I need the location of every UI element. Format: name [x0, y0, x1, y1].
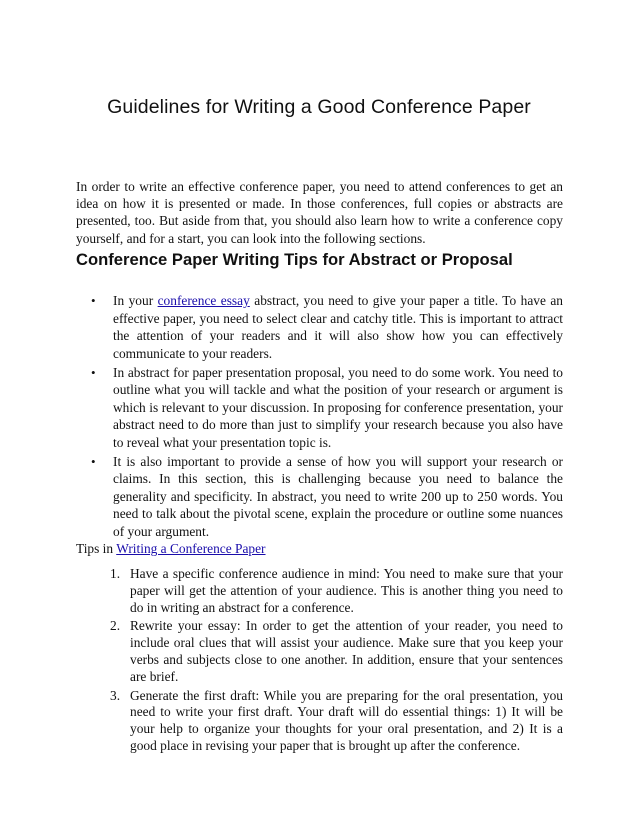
- step-text: Have a specific conference audience in mind: You need to make sure that your paper will get the attention of your audience. This is another thing you need to do in writing an abstract for a conference.: [130, 566, 563, 615]
- bullet-text-after: abstract, you need to give your paper a title. To have an effective paper, you need to select clear and catchy title. This is important to attract the attention of your readers and it will also show how you can effectively communicate to your readers.: [113, 293, 563, 361]
- page-title: Guidelines for Writing a Good Conference Paper: [107, 96, 531, 118]
- bullet-item: [76, 453, 563, 541]
- tips-bullet-list: [76, 292, 563, 542]
- section-heading: Conference Paper Writing Tips for Abstract or Proposal: [76, 250, 513, 269]
- step-number: 3.: [110, 687, 121, 703]
- step-number: 1.: [110, 566, 121, 581]
- step-item: [76, 688, 563, 755]
- step-item: [76, 618, 563, 685]
- bullet-text: It is also important to provide a sense of how you will support your research or claims. In this section, this is challenging because you need to balance the generality and specificity. In abstract, you need to write 200 up to 250 words. You need to talk about the pivotal scene, explain the procedure or outline some nuances of your argument.: [113, 453, 563, 539]
- bullet-icon: •: [91, 453, 96, 469]
- step-item: [76, 566, 563, 616]
- step-text: Rewrite your essay: In order to get the attention of your reader, you need to include oral clues that will assist your audience. Make sure that you keep your verbs and subjects close to one another. In addition, ensure that your sentences are brief.: [130, 618, 563, 684]
- intro-paragraph: In order to write an effective conference paper, you need to attend conferences to get an idea on how it is presented or made. In those conferences, full copies or abstracts are presented, too. But aside from that, you should also learn how to write a conference copy yourself, and for a start, you can look into the following sections.: [76, 179, 563, 246]
- bullet-icon: •: [91, 293, 96, 308]
- steps-numbered-list: [76, 566, 563, 757]
- tips-prefix: Tips in: [76, 541, 117, 556]
- bullet-item: [76, 292, 563, 362]
- writing-conference-paper-link[interactable]: Writing a Conference Paper: [116, 541, 266, 556]
- bullet-text-before: In your: [113, 293, 158, 308]
- conference-essay-link[interactable]: conference essay: [157, 293, 250, 308]
- tips-line: [76, 540, 563, 557]
- step-number: 2.: [110, 618, 121, 634]
- bullet-icon: •: [91, 364, 96, 380]
- step-text: Generate the first draft: While you are preparing for the oral presentation, you need to write your first draft. Your draft will do essential things: 1) It will be your help to organize your thoughts for your oral presentation, and 2) It is a good place in revising your paper that is brought up after the conference.: [130, 687, 563, 753]
- bullet-text: In abstract for paper presentation proposal, you need to do some work. You need to outline what you will tackle and what the position of your research or argument is which is relevant to your discussion. In proposing for conference presentation, your abstract need to do more than just to simplify your research because you also have to reveal what your presentation topic is.: [113, 364, 563, 450]
- bullet-item: [76, 364, 563, 452]
